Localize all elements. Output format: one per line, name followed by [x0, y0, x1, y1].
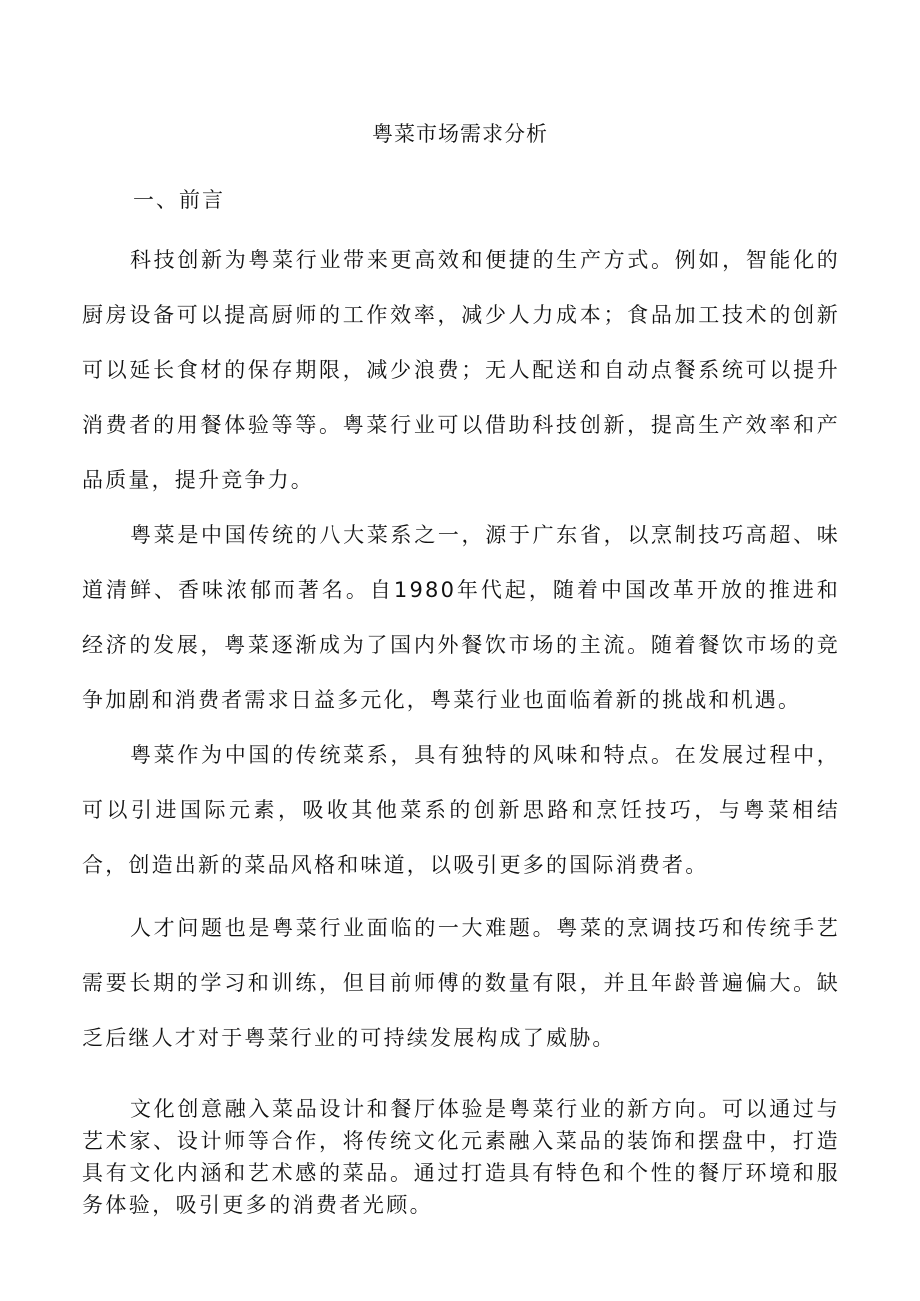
paragraph-1: 科技创新为粤菜行业带来更高效和便捷的生产方式。例如，智能化的厨房设备可以提高厨师的工作效率，减少人力成本；食品加工技术的创新可以延长食材的保存期限，减少浪费；无人配送和自动点餐系统可以提升消费者的用餐体验等等。粤菜行业可以借助科技创新，提高生产效率和产品质量，提升竞争力。	[82, 248, 840, 492]
paragraph-4: 人才问题也是粤菜行业面临的一大难题。粤菜的烹调技巧和传统手艺需要长期的学习和训练，但目前师傅的数量有限，并且年龄普遍偏大。缺乏后继人才对于粤菜行业的可持续发展构成了威胁。	[82, 916, 840, 1050]
paragraph-5: 文化创意融入菜品设计和餐厅体验是粤菜行业的新方向。可以通过与艺术家、设计师等合作，将传统文化元素融入菜品的装饰和摆盘中，打造具有文化内涵和艺术感的菜品。通过打造具有特色和个性的餐厅环境和服务体验，吸引更多的消费者光顾。	[82, 1097, 840, 1217]
paragraph-3: 粤菜作为中国的传统菜系，具有独特的风味和特点。在发展过程中，可以引进国际元素，吸收其他菜系的创新思路和烹饪技巧，与粤菜相结合，创造出新的菜品风格和味道，以吸引更多的国际消费者。	[82, 743, 840, 877]
section-heading: 一、前言	[133, 188, 225, 212]
paragraph-2: 粤菜是中国传统的八大菜系之一，源于广东省，以烹制技巧高超、味道清鲜、香味浓郁而著名。自1980年代起，随着中国改革开放的推进和经济的发展，粤菜逐渐成为了国内外餐饮市场的主流。随着餐饮市场的竞争加剧和消费者需求日益多元化，粤菜行业也面临着新的挑战和机遇。	[82, 523, 840, 712]
document-title: 粤菜市场需求分析	[372, 122, 548, 146]
